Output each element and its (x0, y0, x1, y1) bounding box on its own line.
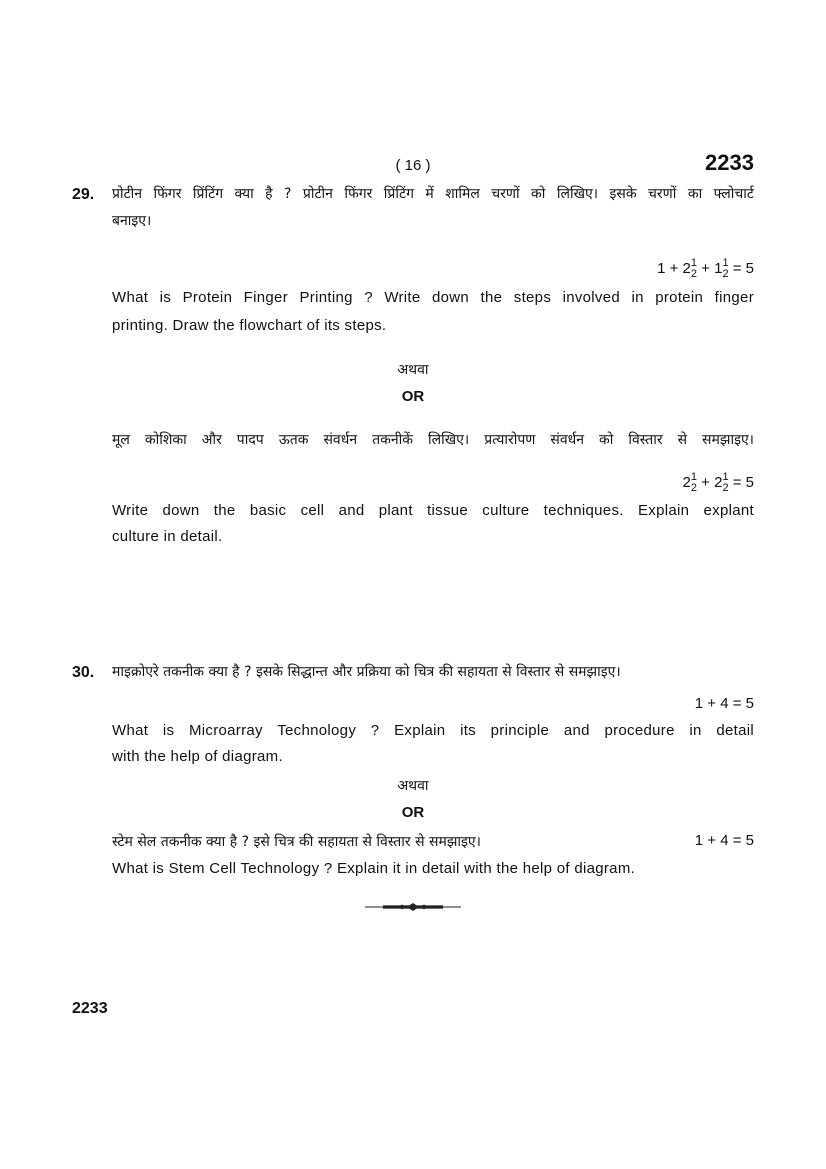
question-30-hindi: माइक्रोएरे तकनीक क्या है ? इसके सिद्धान्त और प्रक्रिया को चित्र की सहायता से विस्तार से समझाइए। (112, 664, 621, 680)
question-30-alt-marks: 1 + 4 = 5 (694, 832, 754, 849)
question-29-alt-hindi: मूल कोशिका और पादप ऊतक संवर्धन तकनीकें लिखिए। प्रत्यारोपण संवर्धन को विस्तार से समझाइए। (112, 432, 754, 448)
fraction-denominator: 2 (690, 268, 697, 280)
question-29-alt-english-line1: Write down the basic cell and plant tissue culture techniques. Explain explant (112, 502, 754, 519)
paper-code-footer: 2233 (72, 1000, 108, 1017)
or-english: OR (401, 804, 425, 821)
question-30-alt-hindi: स्टेम सेल तकनीक क्या है ? इसे चित्र की सहायता से विस्तार से समझाइए। (112, 834, 481, 850)
or-english: OR (401, 388, 425, 405)
or-hindi: अथवा (397, 778, 429, 794)
fraction-denominator: 2 (722, 482, 729, 494)
fraction-numerator: 1 (690, 257, 697, 269)
marks-part: 1 + 2 (657, 259, 691, 277)
question-29-marks (657, 258, 754, 280)
question-29-alt-english-line2: culture in detail. (112, 528, 223, 545)
fraction-numerator: 1 (722, 257, 729, 269)
marks-part: = 5 (728, 473, 754, 491)
paper-code-header: 2233 (705, 150, 754, 175)
marks-part: = 5 (728, 259, 754, 277)
marks-part: + 1 (697, 259, 723, 277)
question-29-alt-marks (683, 472, 754, 494)
question-29-english-line1: What is Protein Finger Printing ? Write down the steps involved in protein finger (112, 289, 754, 306)
question-30-alt-english: What is Stem Cell Technology ? Explain it in detail with the help of diagram. (112, 860, 636, 877)
question-30-marks: 1 + 4 = 5 (694, 695, 754, 712)
question-30-english-line1: What is Microarray Technology ? Explain its principle and procedure in detail (112, 722, 754, 739)
question-29-hindi-line1: प्रोटीन फिंगर प्रिंटिंग क्या है ? प्रोटीन फिंगर प्रिंटिंग में शामिल चरणों को लिखिए। इसके चरणों का फ्लोचार्ट (112, 186, 754, 202)
question-29-number: 29. (72, 186, 95, 203)
end-ornament-icon (365, 901, 461, 913)
question-30-english-line2: with the help of diagram. (112, 748, 283, 765)
fraction-numerator: 1 (722, 471, 729, 483)
fraction-denominator: 2 (690, 482, 697, 494)
question-29-english-line2: printing. Draw the flowchart of its steps. (112, 317, 387, 334)
fraction-numerator: 1 (690, 471, 697, 483)
marks-part: + 2 (697, 473, 723, 491)
question-29-hindi-line2: बनाइए। (112, 213, 152, 229)
page-number: ( 16 ) (395, 157, 431, 174)
or-hindi: अथवा (397, 362, 429, 378)
question-30-number: 30. (72, 664, 95, 681)
fraction-denominator: 2 (722, 268, 729, 280)
marks-part: 2 (682, 473, 691, 491)
